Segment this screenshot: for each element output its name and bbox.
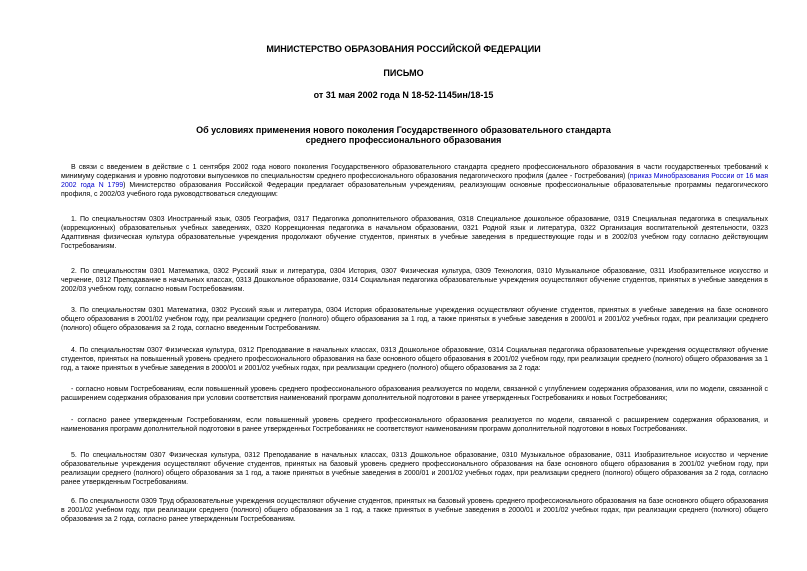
document-title-line-2: среднего профессионального образования <box>305 135 502 145</box>
ministry-heading: МИНИСТЕРСТВО ОБРАЗОВАНИЯ РОССИЙСКОЙ ФЕДЕРАЦИИ <box>266 44 541 54</box>
document-type: ПИСЬМО <box>383 68 424 78</box>
paragraph-4-option-b: - согласно ранее утвержденным Гостребованиям, если повышенный уровень среднего профессионального образования реализуется по модели, связанной с расширением содержания образования, и наименования программ дополнительной подготовки в ранее утвержденных Гостребованиях не соответствуют наименованиям программ дополнительной подготовки в новых Гостребованиях. <box>61 417 768 433</box>
intro-text-end: ) Министерство образования Российской Федерации предлагает образовательным учреждениям, реализующим основные профессиональные образовательные программы педагогического профиля, с 2002/03 учебного года руководствоваться следующим: <box>61 182 769 198</box>
paragraph-4: 4. По специальностям 0307 Физическая культура, 0312 Преподавание в начальных классах, 0313 Дошкольное образование, 0314 Социальная педагогика образовательные учреждения осуществляют обучение студентов, принятых на повышенный уровень среднего профессионального образования на базе основного общего образования в 2001/02 учебном году, при реализации среднего (полного) общего образования за 1 год, а также принятых в учебные заведения в 2000/01 и 2001/02 учебных годах, при реализации среднего (полного) общего образования за 2 года: <box>61 347 768 372</box>
paragraph-5: 5. По специальностям 0307 Физическая культура, 0312 Преподавание в начальных классах, 0313 Дошкольное образование, 0310 Музыкальное образование, 0311 Изобразительное искусство и черчение образовательные учреждения осуществляют обучение студентов, принятых на базовый уровень среднего профессионального образования на базе основного общего образования в 2001/02 учебном году, при реализации среднего (полного) общего образования за 1 год, а также принятых в учебные заведения в 2000/01 и 2001/02 учебных годах, при реализации среднего (полного) общего образования за 2 года, согласно ранее утвержденным Гостребованиям. <box>61 452 768 486</box>
intro-paragraph <box>61 163 768 199</box>
paragraph-6: 6. По специальности 0309 Труд образовательные учреждения осуществляют обучение студентов, принятых на базовый уровень среднего профессионального образования на базе основного общего образования в 2001/02 учебном году, при реализации среднего (полного) общего образования за 1 год, а также принятых в учебные заведения в 2000/01 и 2001/02 учебных годах, при реализации среднего (полного) общего образования за 2 года, согласно ранее утвержденным Гостребованиям. <box>61 498 768 523</box>
document-date-number: от 31 мая 2002 года N 18-52-1145ин/18-15 <box>313 90 494 100</box>
paragraph-4-option-a: - согласно новым Гостребованиям, если повышенный уровень среднего профессионального образования реализуется по модели, связанной с углублением содержания образования, или по модели, связанной с расширением содержания образования при условии соответствия наименований программ дополнительной подготовки в ранее утвержденных Гостребованиях и новых Гостребованиях; <box>61 386 768 402</box>
paragraph-2: 2. По специальностям 0301 Математика, 0302 Русский язык и литература, 0304 История, 0307 Физическая культура, 0309 Технология, 0310 Музыкальное образование, 0311 Изобразительное искусство и черчение, 0312 Преподавание в начальных классах, 0313 Дошкольное образование, 0314 Социальная педагогика образовательные учреждения осуществляют обучение студентов, принятых в учебные заведения в 2002/03 учебном году, согласно новым Гостребованиям. <box>61 268 768 293</box>
order-link[interactable]: приказ Минобразования России от 16 мая 2002 года N 1799 <box>61 173 768 189</box>
document-title-line-1: Об условиях применения нового поколения Государственного образовательного стандарта <box>196 125 611 135</box>
paragraph-1: 1. По специальностям 0303 Иностранный язык, 0305 География, 0317 Педагогика дополнительного образования, 0318 Специальное дошкольное образование, 0319 Специальная педагогика в специальных (коррекционных) образовательных учебных заведениях, 0320 Коррекционная педагогика в начальном образовании, 0321 Родной язык и литература, 0322 Организация воспитательной деятельности, 0323 Адаптивная физическая культура образовательные учреждения продолжают обучение студентов, принятых в учебные заведения в предшествующие годы и в 2002/03 учебном году согласно действующим Гостребованиям. <box>61 216 768 250</box>
intro-text-start: В связи с введением в действие с 1 сентября 2002 года нового поколения Государственного образовательного стандарта среднего профессионального образования в части государственных требований к минимуму содержания и уровню подготовки выпускников по специальностям среднего профессионального образования педагогического профиля (далее - Гостребования) ( <box>61 164 768 180</box>
paragraph-3: 3. По специальностям 0301 Математика, 0302 Русский язык и литература, 0304 История образовательные учреждения осуществляют обучение студентов, принятых в учебные заведения на базе основного общего образования в 2001/02 учебном году, при реализации среднего (полного) общего образования за 1 год, а также принятых в учебные заведения в 2000/01 и 2001/02 учебных годах, при реализации среднего (полного) общего образования за 2 года, согласно введенным Гостребованиям. <box>61 307 768 332</box>
